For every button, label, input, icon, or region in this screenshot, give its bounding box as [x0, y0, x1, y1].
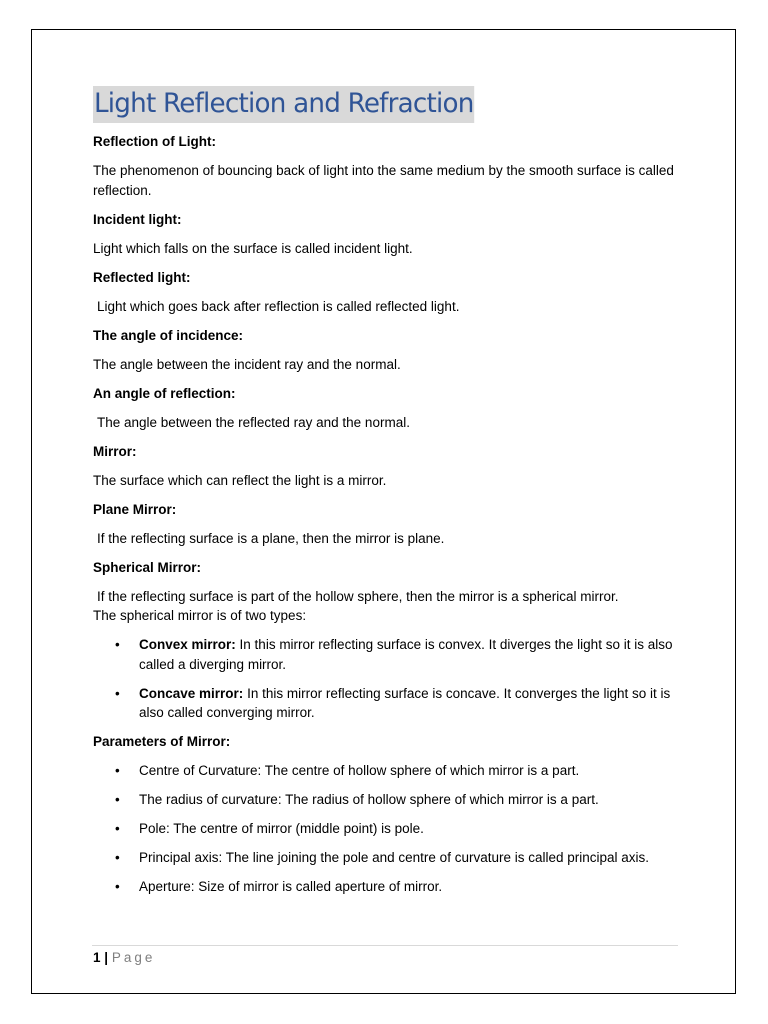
list-item-parameter	[93, 790, 683, 810]
convex-mirror-text: In this mirror reflecting surface is convex. It diverges the light so it is also called a diverging mirror.	[139, 637, 673, 672]
footer-divider	[92, 945, 678, 946]
convex-mirror-label: Convex mirror:	[139, 637, 236, 652]
document-title: Light Reflection and Refraction	[93, 86, 475, 123]
section-body-incident-light: Light which falls on the surface is called incident light.	[93, 240, 413, 256]
section-body-mirror: The surface which can reflect the light is a mirror.	[93, 472, 387, 488]
document-page	[31, 29, 736, 994]
parameter-text: Aperture: Size of mirror is called aperture of mirror.	[139, 879, 443, 894]
section-heading-spherical-mirror: Spherical Mirror:	[93, 559, 202, 575]
concave-mirror-text: In this mirror reflecting surface is concave. It converges the light so it is also called converging mirror.	[139, 685, 671, 720]
list-item-parameter	[93, 848, 683, 868]
list-item-convex-mirror	[93, 635, 683, 674]
section-heading-parameters-of-mirror: Parameters of Mirror:	[93, 734, 231, 749]
spherical-mirror-line-2: The spherical mirror is of two types:	[93, 608, 307, 623]
section-heading-reflection-of-light: Reflection of Light:	[93, 134, 216, 149]
parameter-text: Centre of Curvature: The centre of hollow sphere of which mirror is a part.	[139, 763, 580, 778]
section-body-plane-mirror: If the reflecting surface is a plane, then the mirror is plane.	[97, 530, 445, 546]
mirror-types-list	[93, 635, 683, 723]
bullet-icon: •	[115, 637, 120, 652]
footer-separator: |	[104, 950, 109, 965]
bullet-icon: •	[115, 821, 120, 836]
section-heading-reflected-light: Reflected light:	[93, 269, 191, 285]
section-body-spherical-mirror	[93, 587, 683, 626]
list-item-concave-mirror	[93, 684, 683, 723]
section-heading-plane-mirror: Plane Mirror:	[93, 501, 177, 517]
section-heading-mirror: Mirror:	[93, 443, 137, 459]
section-body-reflected-light: Light which goes back after reflection is called reflected light.	[97, 298, 460, 314]
parameter-text: Principal axis: The line joining the pole and centre of curvature is called principal axis.	[139, 850, 650, 865]
list-item-parameter	[93, 761, 683, 781]
document-body	[93, 86, 683, 906]
spherical-mirror-line-1: If the reflecting surface is part of the hollow sphere, then the mirror is a spherical mirror.	[97, 588, 619, 604]
bullet-icon: •	[115, 685, 120, 701]
parameter-text: Pole: The centre of mirror (middle point) is pole.	[139, 821, 424, 836]
bullet-icon: •	[115, 850, 120, 865]
list-item-parameter	[93, 819, 683, 839]
page-number: 1	[93, 950, 101, 965]
section-heading-angle-of-incidence: The angle of incidence:	[93, 327, 244, 343]
section-heading-angle-of-reflection: An angle of reflection:	[93, 385, 236, 401]
concave-mirror-label: Concave mirror:	[139, 685, 244, 701]
bullet-icon: •	[115, 879, 120, 894]
parameter-text: The radius of curvature: The radius of hollow sphere of which mirror is a part.	[139, 792, 599, 807]
section-body-angle-of-incidence: The angle between the incident ray and the normal.	[93, 356, 401, 372]
bullet-icon: •	[115, 792, 120, 807]
page-footer	[93, 948, 155, 967]
mirror-parameters-list	[93, 761, 683, 897]
section-heading-incident-light: Incident light:	[93, 211, 182, 227]
bullet-icon: •	[115, 763, 120, 778]
page-label: Page	[111, 950, 156, 965]
list-item-parameter	[93, 877, 683, 897]
section-body-reflection-of-light: The phenomenon of bouncing back of light into the same medium by the smooth surface is called reflection.	[93, 163, 674, 198]
section-body-angle-of-reflection: The angle between the reflected ray and the normal.	[97, 414, 410, 430]
